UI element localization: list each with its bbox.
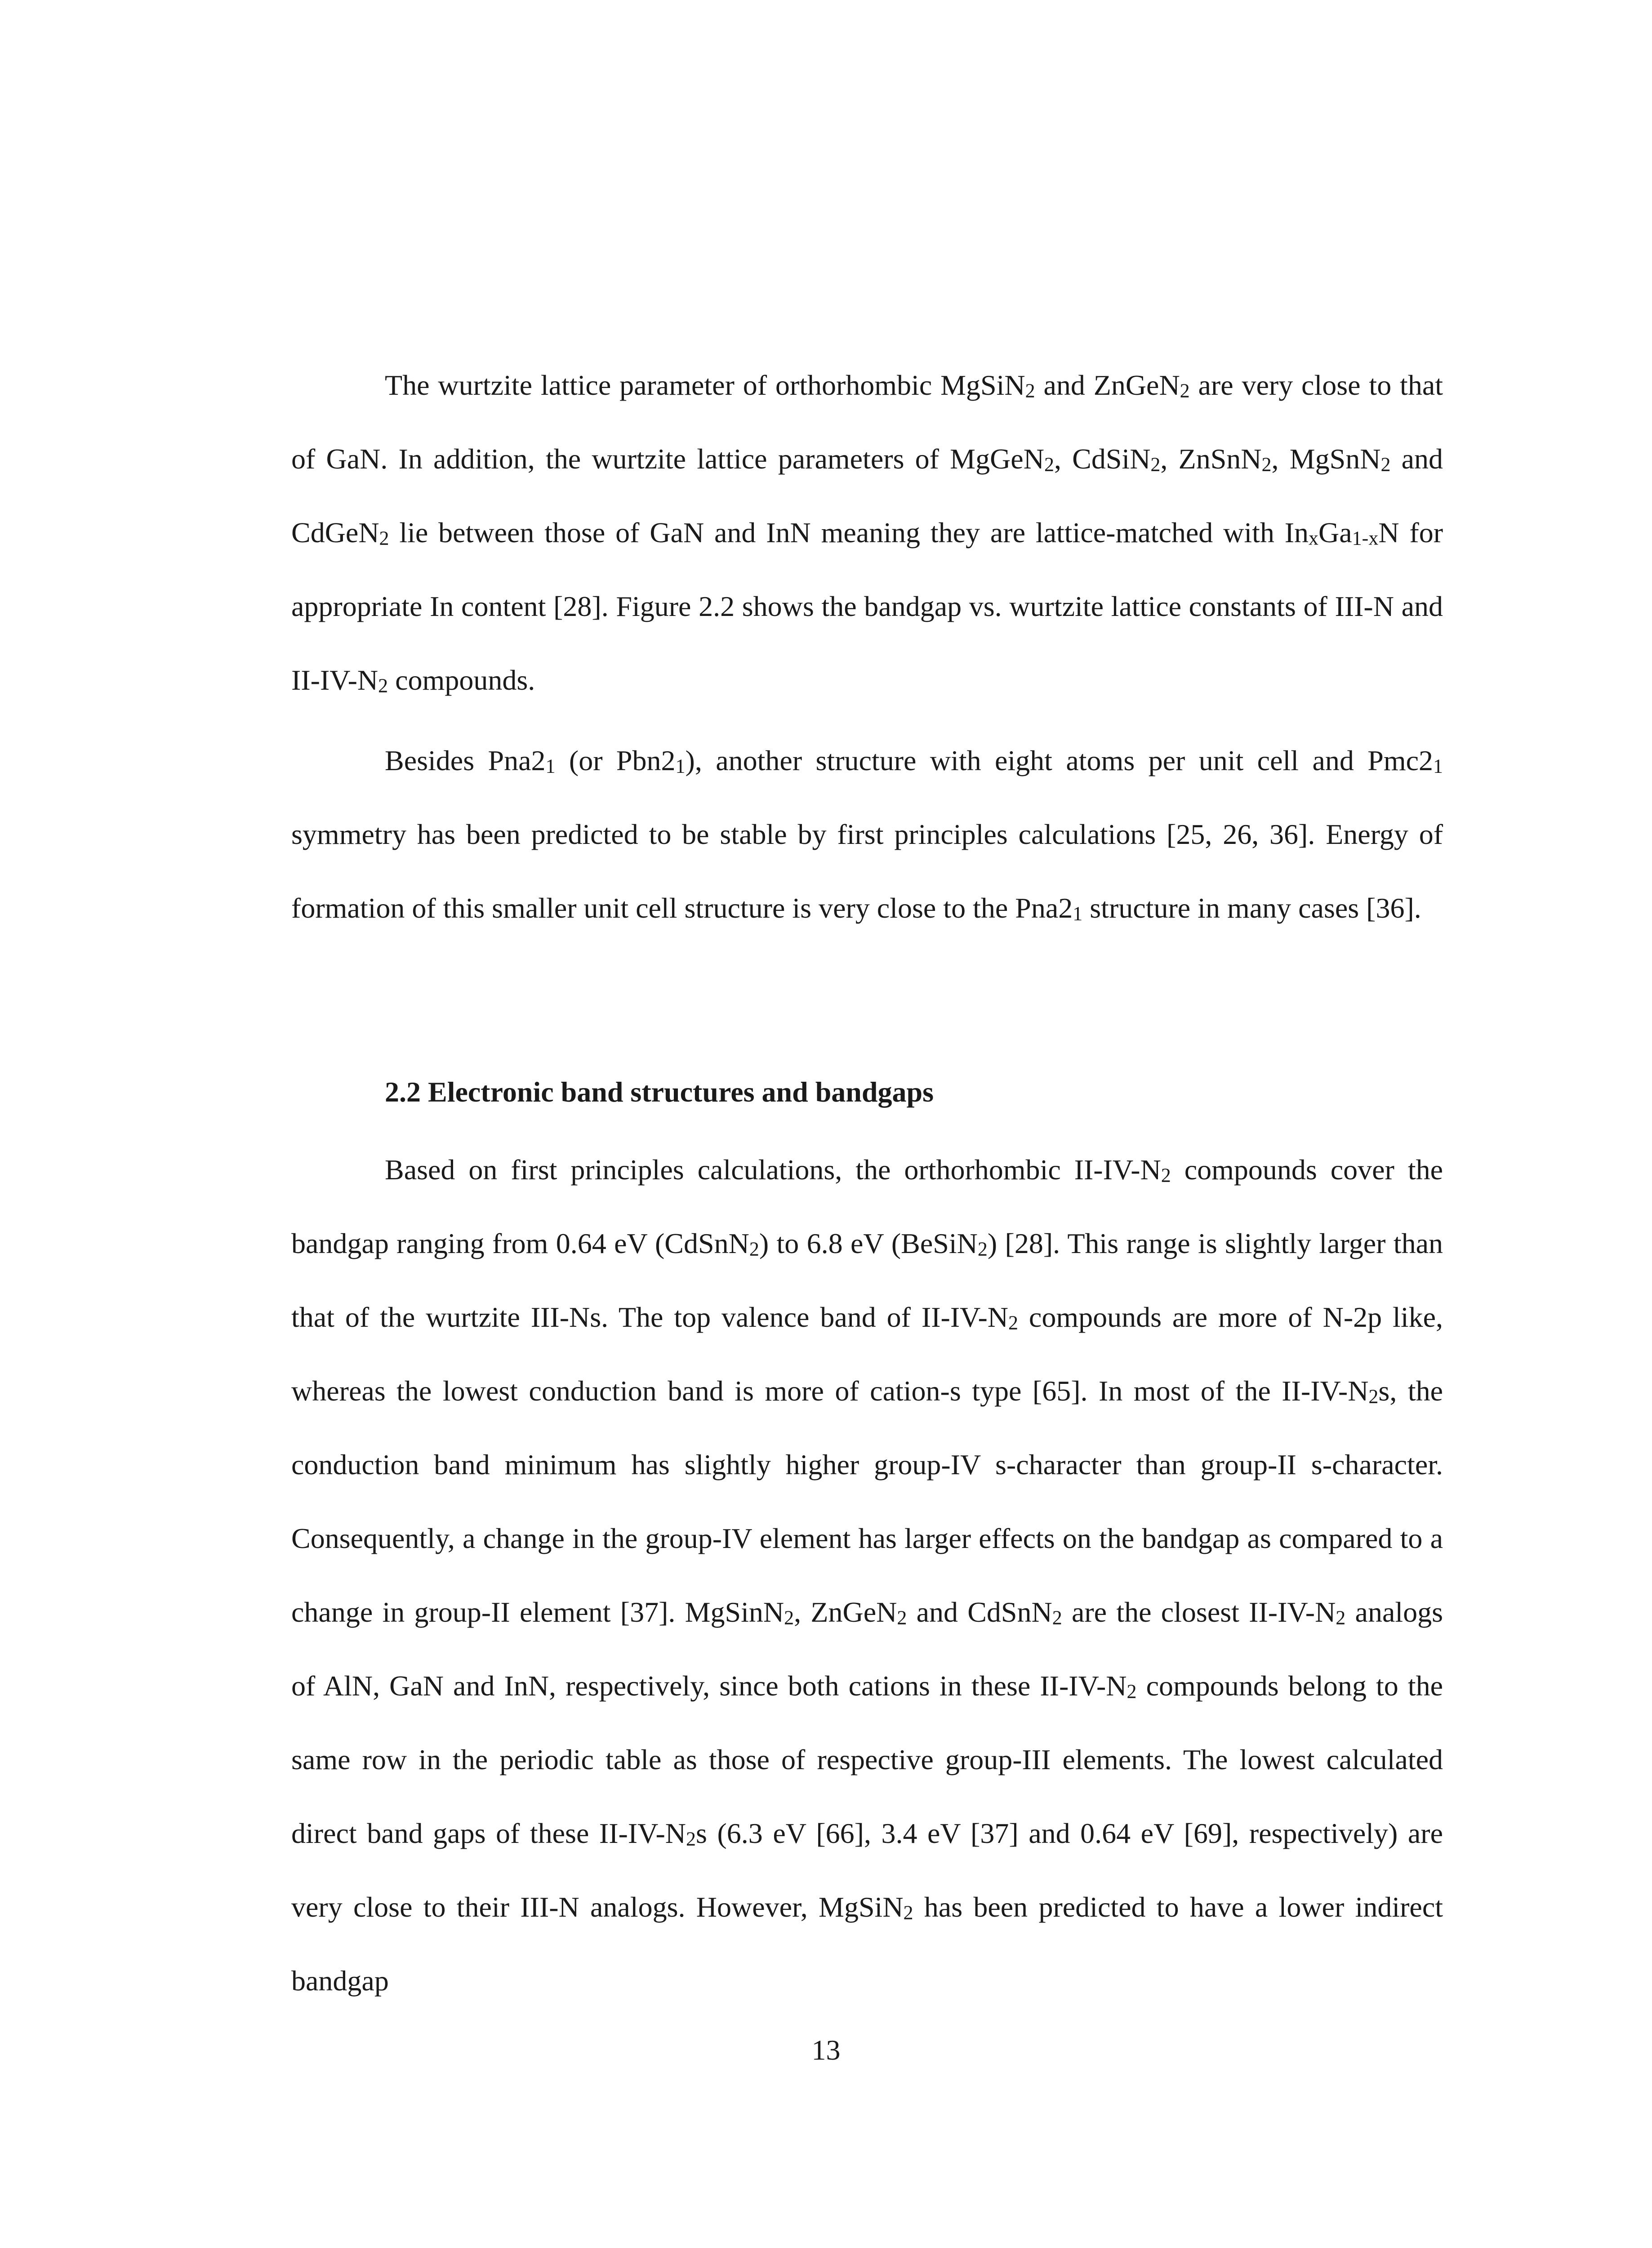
paragraph-lattice-parameters [291, 348, 1443, 717]
section-heading: 2.2 Electronic band structures and bandgaps [385, 1076, 934, 1108]
paragraph-text: Based on first principles calculations, the orthorhombic $II-IV-N_2$ compounds cover the bandgap ranging from 0.64 eV (CdSnN$_2$) to 6.8 eV (BeSiN$_2$) [28]. This range is slightly larger than that of the wurtzite III-Ns. The top valence band of $II-IV-N_2$ compounds are more of N-2p like, whereas the lowest conduction band is more of cation-s type [65]. In most of the $II-IV-N_2s$, the conduction band minimum has slightly higher group-IV s-character than group-II s-character. Consequently, a change in the group-IV element has larger effects on the bandgap as compared to a change in group-II element [37]. MgSinN$_2$, ZnGeN$_2$ and CdSnN$_2$ are the closest $II-IV-N_2$ analogs of AlN, GaN and InN, respectively, since both cations in these $II-IV-N_2$ compounds belong to the same row in the periodic table as those of respective group-III elements. The lowest calculated direct band gaps of these $II-IV-N_2s$ (6.3 eV [66], 3.4 eV [37] and 0.64 eV [69], respectively) are very close to their III-N analogs. However, MgSiN$_2$ has been predicted to have a lower indirect bandgap [291, 1154, 1443, 1997]
section-heading-container [291, 1055, 1443, 1129]
page-number: 13 [811, 2034, 841, 2066]
paragraph-text: Besides $Pna2_1$ (or $Pbn2_1$), another structure with eight atoms per unit cell and $Pmc2_1$ symmetry has been predicted to be stable by first principles calculations [25, 26, 36]. Energy of formation of this smaller unit cell structure is very close to the $Pna2_1$ structure in many cases [36]. [291, 745, 1443, 925]
paragraph-pmc21-structure [291, 724, 1443, 945]
paragraph-text: The wurtzite lattice parameter of orthorhombic MgSiN$_2$ and ZnGeN$_2$ are very close to that of GaN. In addition, the wurtzite lattice parameters of MgGeN$_2$, CdSiN$_2$, ZnSnN$_2$, MgSnN$_2$ and CdGeN$_2$ lie between those of GaN and InN meaning they are lattice-matched with $In_xGa_{1-x}N$ for appropriate In content [28]. Figure 2.2 shows the bandgap vs. wurtzite lattice constants of III-N and $II-IV-N_2$ compounds. [291, 369, 1443, 697]
paragraph-band-structures [291, 1133, 1443, 2018]
